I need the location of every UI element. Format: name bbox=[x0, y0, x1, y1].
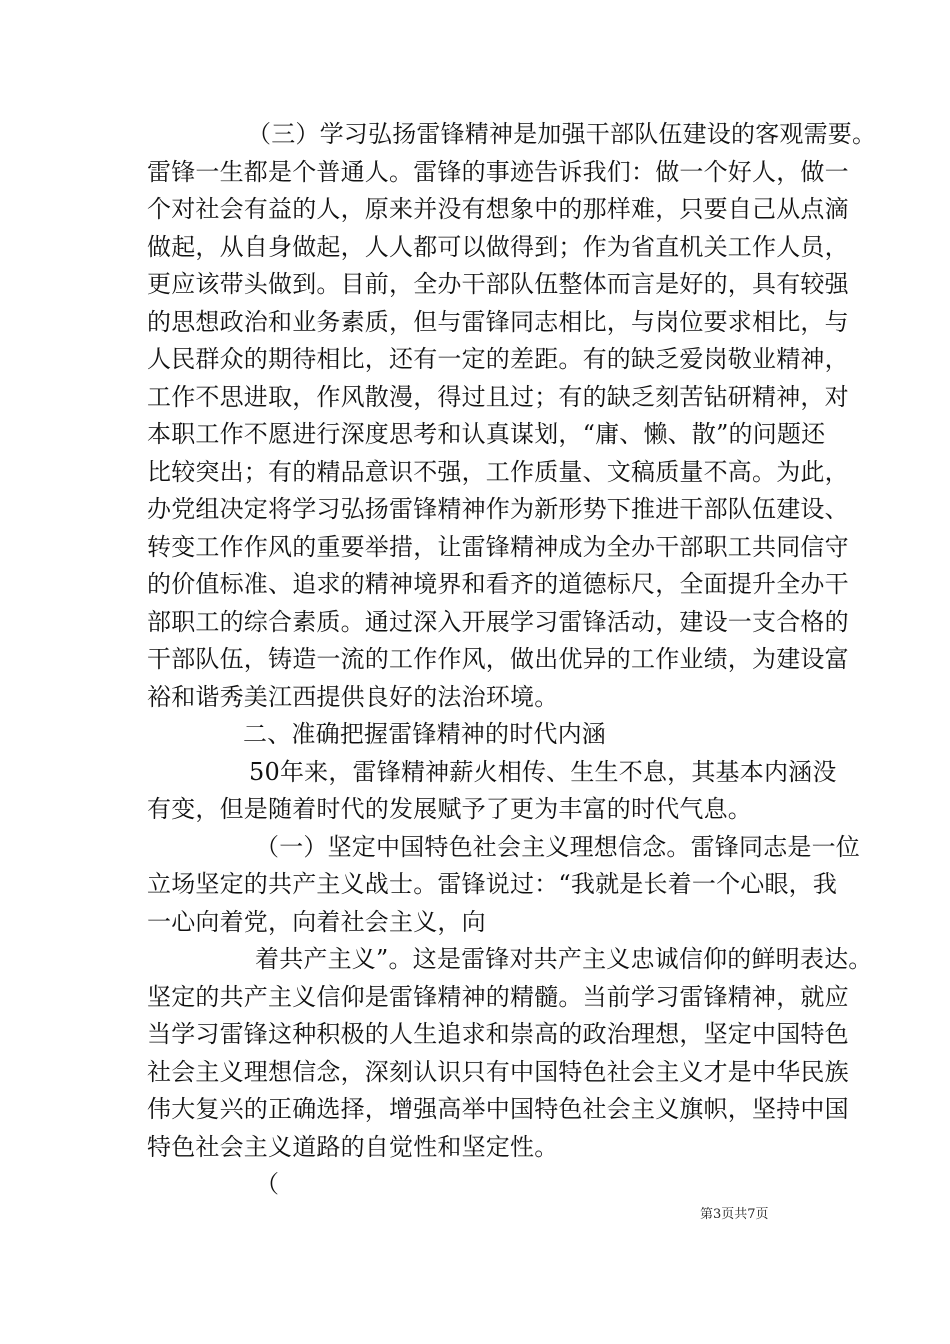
text-line: 雷锋一生都是个普通人。雷锋的事迹告诉我们：做一个好人，做一 bbox=[147, 157, 849, 186]
text-line: （一）坚定中国特色社会主义理想信念。雷锋同志是一位 bbox=[255, 832, 860, 861]
text-line: 伟大复兴的正确选择，增强高举中国特色社会主义旗帜，坚持中国 bbox=[147, 1095, 849, 1123]
body-text bbox=[147, 116, 877, 1204]
text-line: 有变，但是随着时代的发展赋予了更为丰富的时代气息。 bbox=[147, 795, 752, 823]
text-line: （ bbox=[255, 1170, 280, 1198]
text-line: （三）学习弘扬雷锋精神是加强干部队伍建设的客观需要。 bbox=[247, 120, 877, 148]
text-line: 裕和谐秀美江西提供良好的法治环境。 bbox=[147, 682, 559, 711]
text-line: 的思想政治和业务素质，但与雷锋同志相比，与岗位要求相比，与 bbox=[147, 307, 849, 336]
text-line: 人民群众的期待相比，还有一定的差距。有的缺乏爱岗敬业精神， bbox=[147, 345, 849, 373]
page-number-footer: 第3页共7页 bbox=[700, 1207, 769, 1222]
text-line: 做起，从自身做起，人人都可以做得到；作为省直机关工作人员， bbox=[147, 232, 849, 261]
text-line: 干部队伍，铸造一流的工作作风，做出优异的工作业绩，为建设富 bbox=[147, 645, 849, 673]
text-line: 工作不思进取，作风散漫，得过且过；有的缺乏刻苦钻研精神，对 bbox=[147, 382, 849, 411]
text-line: 特色社会主义道路的自觉性和坚定性。 bbox=[147, 1132, 559, 1161]
text-line: 个对社会有益的人，原来并没有想象中的那样难，只要自己从点滴 bbox=[147, 195, 849, 223]
section-heading: 二、准确把握雷锋精神的时代内涵 bbox=[243, 720, 606, 748]
text-line: 坚定的共产主义信仰是雷锋精神的精髓。当前学习雷锋精神，就应 bbox=[147, 982, 849, 1011]
text-line: 本职工作不愿进行深度思考和认真谋划，“庸、懒、散”的问题还 bbox=[147, 420, 826, 448]
text-line: 一心向着党，向着社会主义，向 bbox=[147, 907, 486, 936]
text-line: 50年来，雷锋精神薪火相传、生生不息，其基本内涵没 bbox=[249, 757, 837, 786]
text-line: 着共产主义”。这是雷锋对共产主义忠诚信仰的鲜明表达。 bbox=[255, 945, 873, 973]
text-line: 转变工作作风的重要举措，让雷锋精神成为全办干部职工共同信守 bbox=[147, 532, 849, 561]
text-line: 比较突出；有的精品意识不强，工作质量、文稿质量不高。为此， bbox=[147, 457, 849, 486]
text-line: 部职工的综合素质。通过深入开展学习雷锋活动，建设一支合格的 bbox=[147, 607, 849, 636]
text-line: 当学习雷锋这种积极的人生追求和崇高的政治理想，坚定中国特色 bbox=[147, 1020, 849, 1048]
text-line: 社会主义理想信念，深刻认识只有中国特色社会主义才是中华民族 bbox=[147, 1057, 849, 1086]
text-line: 办党组决定将学习弘扬雷锋精神作为新形势下推进干部队伍建设、 bbox=[147, 495, 849, 523]
text-line: 更应该带头做到。目前，全办干部队伍整体而言是好的，具有较强 bbox=[147, 270, 849, 298]
text-line: 的价值标准、追求的精神境界和看齐的道德标尺，全面提升全办干 bbox=[147, 570, 849, 598]
text-line: 立场坚定的共产主义战士。雷锋说过：“我就是长着一个心眼，我 bbox=[147, 870, 838, 898]
